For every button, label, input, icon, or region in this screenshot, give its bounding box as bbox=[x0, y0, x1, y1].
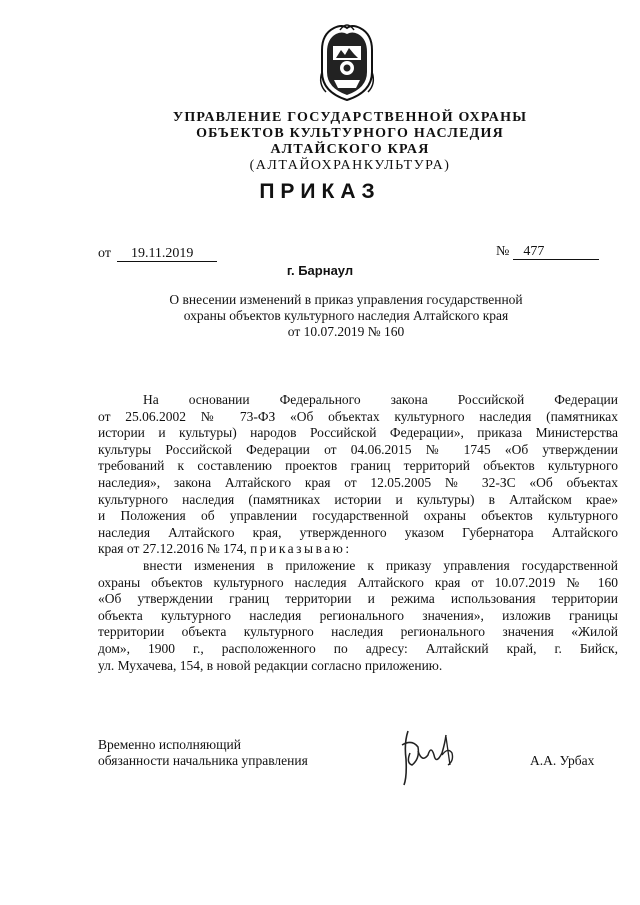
org-name-line-3: АЛТАЙСКОГО КРАЯ bbox=[270, 142, 430, 157]
subject-line: О внесении изменений в приказ управления государственной bbox=[169, 292, 523, 307]
signatory-position-line: Временно исполняющий bbox=[98, 737, 241, 752]
order-number: 477 bbox=[513, 245, 599, 260]
signatory-position-line: обязанности начальника управления bbox=[98, 753, 308, 768]
body-line: На основании Федерального закона Российской Федерации bbox=[143, 392, 618, 407]
city: г. Барнаул bbox=[286, 263, 354, 278]
body-line: требований к составлению проектов границ территорий объектов культурного bbox=[98, 458, 618, 474]
body-line: и Положения об управлении государственной охраны объектов культурного bbox=[98, 508, 618, 524]
order-date: 19.11.2019 bbox=[117, 247, 217, 262]
number-prefix: № bbox=[496, 244, 510, 259]
body-line: дом», 1900 г., расположенного по адресу: Алтайский край, г. Бийск, bbox=[98, 640, 618, 656]
body-line: охраны объектов культурного наследия Алтайского края от 10.07.2019 № 160 bbox=[98, 574, 618, 590]
subject-line: от 10.07.2019 № 160 bbox=[287, 324, 405, 339]
altai-krai-coat-of-arms-icon bbox=[316, 22, 378, 102]
signatory-position bbox=[98, 737, 308, 769]
body-line bbox=[98, 541, 618, 558]
body-line: объекта культурного наследия регионального значения», изложив границы bbox=[98, 607, 618, 623]
org-name-line-2: ОБЪЕКТОВ КУЛЬТУРНОГО НАСЛЕДИЯ bbox=[196, 126, 504, 141]
handwritten-signature-icon bbox=[398, 725, 462, 787]
org-name-line-1: УПРАВЛЕНИЕ ГОСУДАРСТВЕННОЙ ОХРАНЫ bbox=[172, 110, 528, 125]
body-line: культурного наследия (памятниках истории и культуры) в Алтайском крае» bbox=[98, 491, 618, 507]
subject-line: охраны объектов культурного наследия Алтайского края bbox=[183, 308, 509, 323]
document-type-title: ПРИКАЗ bbox=[259, 180, 381, 203]
signatory-name: А.А. Урбах bbox=[530, 753, 595, 768]
order-number-row bbox=[496, 244, 599, 260]
body-line: наследия Алтайского края, утвержденного указом Губернатора Алтайского bbox=[98, 524, 618, 540]
order-decree-word: приказываю: bbox=[250, 541, 352, 557]
order-body bbox=[98, 392, 618, 674]
body-line: культуры Российской Федерации от 04.06.2015 № 1745 «Об утверждении bbox=[98, 441, 618, 457]
order-date-row bbox=[98, 246, 217, 262]
body-line: наследия», закона Алтайского края от 12.05.2005 № 32-ЗС «Об объектах bbox=[98, 474, 618, 490]
body-line: от 25.06.2002 № 73-ФЗ «Об объектах культурного наследия (памятниках bbox=[98, 408, 618, 424]
body-line: ул. Мухачева, 154, в новой редакции согласно приложению. bbox=[98, 657, 443, 673]
body-line: территории объекта культурного наследия регионального значения «Жилой bbox=[98, 624, 618, 640]
body-line: «Об утверждении границ территории и режима использования территории bbox=[98, 591, 618, 607]
date-prefix: от bbox=[98, 246, 111, 261]
org-abbreviation: (АЛТАЙОХРАНКУЛЬТУРА) bbox=[249, 158, 451, 173]
body-line: внести изменения в приложение к приказу управления государственной bbox=[143, 557, 618, 573]
body-line: истории и культуры) народов Российской Федерации», приказа Министерства bbox=[98, 425, 618, 441]
body-text: края от 27.12.2016 № 174, bbox=[98, 541, 247, 557]
order-subject bbox=[130, 292, 562, 340]
